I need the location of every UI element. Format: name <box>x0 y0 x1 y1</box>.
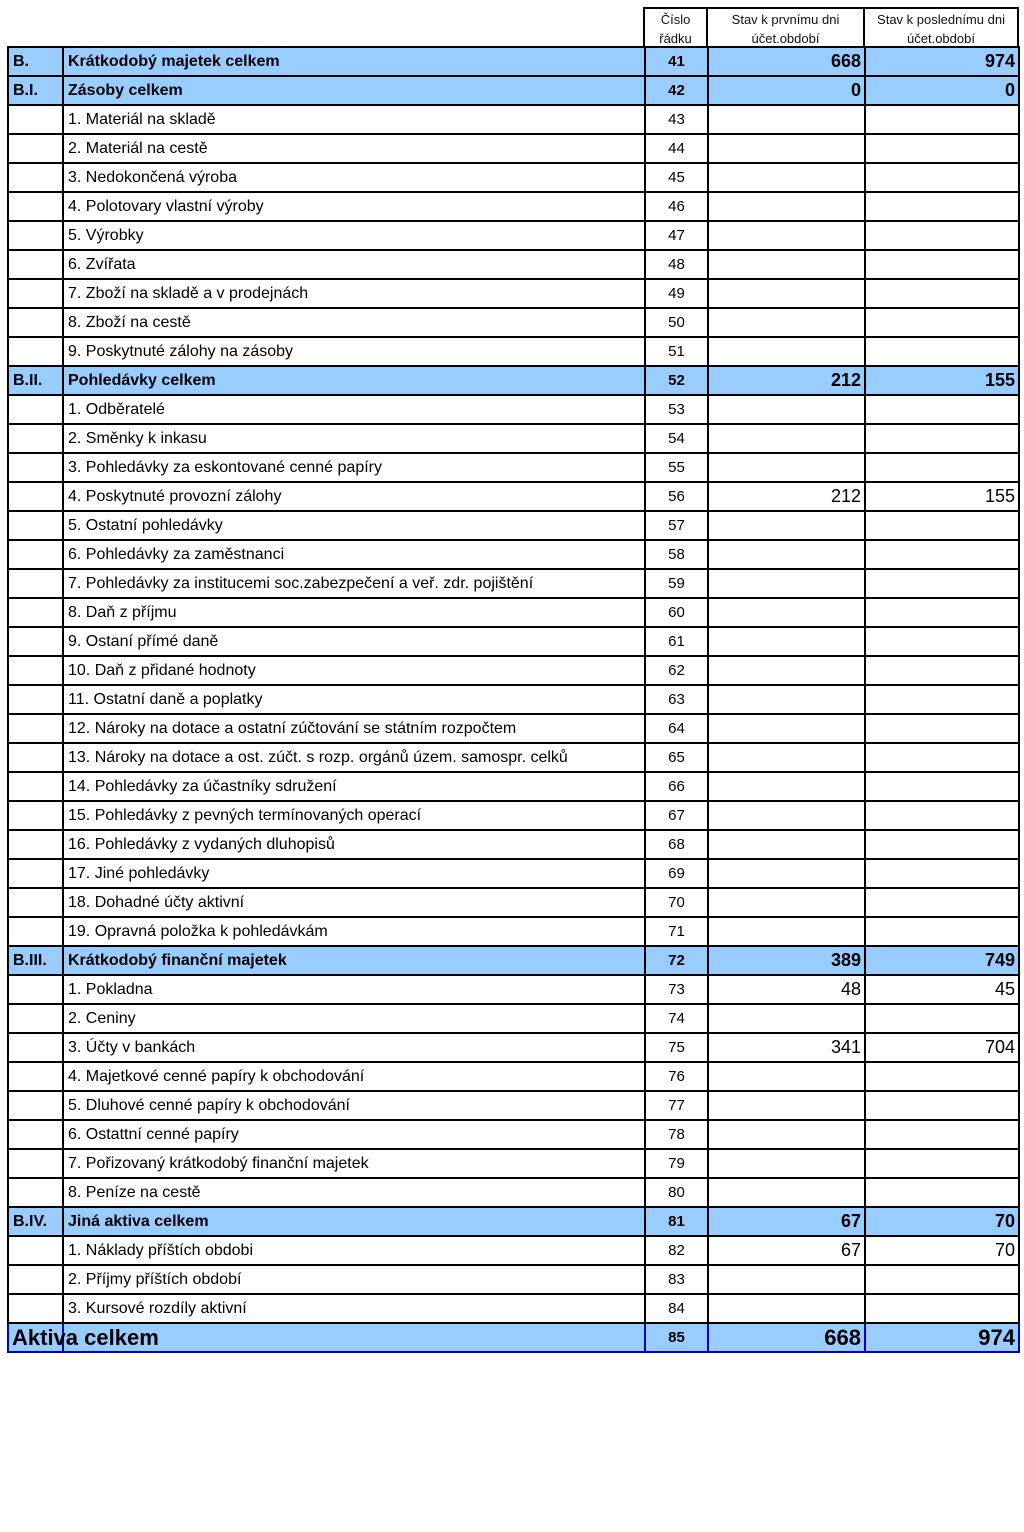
table-row <box>8 395 1019 424</box>
total-first-day: 668 <box>708 1323 865 1352</box>
value-last-day: 0 <box>865 76 1019 105</box>
row-number: 79 <box>645 1149 708 1178</box>
value-last-day <box>865 685 1019 714</box>
value-first-day <box>708 598 865 627</box>
value-first-day <box>708 656 865 685</box>
value-last-day: 70 <box>865 1207 1019 1236</box>
value-last-day <box>865 134 1019 163</box>
value-last-day <box>865 888 1019 917</box>
value-first-day <box>708 1091 865 1120</box>
row-number: 41 <box>645 47 708 76</box>
row-code <box>8 163 63 192</box>
table-row <box>8 192 1019 221</box>
row-number: 74 <box>645 1004 708 1033</box>
row-code <box>8 482 63 511</box>
row-code <box>8 1236 63 1265</box>
section-row <box>8 47 1019 76</box>
row-code <box>8 569 63 598</box>
value-first-day: 48 <box>708 975 865 1004</box>
value-first-day <box>708 511 865 540</box>
table-row <box>8 511 1019 540</box>
value-first-day <box>708 888 865 917</box>
table-row <box>8 1091 1019 1120</box>
total-label: Aktiva celkem <box>12 1325 159 1350</box>
row-code <box>8 221 63 250</box>
value-first-day <box>708 627 865 656</box>
value-first-day <box>708 1149 865 1178</box>
value-first-day <box>708 1004 865 1033</box>
value-last-day <box>865 1062 1019 1091</box>
value-first-day: 341 <box>708 1033 865 1062</box>
section-row <box>8 1207 1019 1236</box>
row-number: 76 <box>645 1062 708 1091</box>
row-code <box>8 1265 63 1294</box>
value-last-day: 704 <box>865 1033 1019 1062</box>
row-label: 15. Pohledávky z pevných termínovaných operací <box>63 801 645 830</box>
row-code <box>8 511 63 540</box>
row-label: 7. Pohledávky za institucemi soc.zabezpečení a veř. zdr. pojištění <box>63 569 645 598</box>
row-code <box>8 656 63 685</box>
value-first-day <box>708 1178 865 1207</box>
row-number: 65 <box>645 743 708 772</box>
value-last-day <box>865 1120 1019 1149</box>
row-label: 9. Ostaní přímé daně <box>63 627 645 656</box>
row-code <box>8 250 63 279</box>
value-last-day <box>865 1265 1019 1294</box>
value-first-day <box>708 772 865 801</box>
value-last-day <box>865 337 1019 366</box>
row-label: 6. Ostattní cenné papíry <box>63 1120 645 1149</box>
row-code: B.II. <box>8 366 63 395</box>
value-last-day <box>865 511 1019 540</box>
row-label: 12. Nároky na dotace a ostatní zúčtování se státním rozpočtem <box>63 714 645 743</box>
value-first-day <box>708 221 865 250</box>
row-label: 7. Pořizovaný krátkodobý finanční majetek <box>63 1149 645 1178</box>
row-label: 16. Pohledávky z vydaných dluhopisů <box>63 830 645 859</box>
row-label: 8. Daň z příjmu <box>63 598 645 627</box>
value-last-day: 45 <box>865 975 1019 1004</box>
row-number: 45 <box>645 163 708 192</box>
row-number: 61 <box>645 627 708 656</box>
total-row-number: 85 <box>645 1323 708 1352</box>
row-number: 48 <box>645 250 708 279</box>
row-label: 3. Pohledávky za eskontované cenné papíry <box>63 453 645 482</box>
row-code <box>8 1033 63 1062</box>
value-last-day: 70 <box>865 1236 1019 1265</box>
row-number: 50 <box>645 308 708 337</box>
row-label: Jiná aktiva celkem <box>63 1207 645 1236</box>
table-row <box>8 801 1019 830</box>
value-last-day <box>865 540 1019 569</box>
table-row <box>8 1149 1019 1178</box>
table-row <box>8 888 1019 917</box>
row-code: B.III. <box>8 946 63 975</box>
table-row <box>8 917 1019 946</box>
table-row <box>8 1120 1019 1149</box>
value-first-day <box>708 192 865 221</box>
row-number: 64 <box>645 714 708 743</box>
table-row <box>8 1294 1019 1323</box>
value-first-day <box>708 540 865 569</box>
row-label: 17. Jiné pohledávky <box>63 859 645 888</box>
value-last-day <box>865 743 1019 772</box>
value-first-day <box>708 395 865 424</box>
value-last-day <box>865 308 1019 337</box>
row-code <box>8 337 63 366</box>
total-last-day: 974 <box>865 1323 1019 1352</box>
value-last-day <box>865 772 1019 801</box>
value-first-day: 212 <box>708 366 865 395</box>
header-first-day: Stav k prvnímu dni účet.období <box>706 7 865 46</box>
row-label: 3. Účty v bankách <box>63 1033 645 1062</box>
row-label: 18. Dohadné účty aktivní <box>63 888 645 917</box>
value-first-day <box>708 917 865 946</box>
row-number: 52 <box>645 366 708 395</box>
table-row <box>8 714 1019 743</box>
value-first-day: 67 <box>708 1207 865 1236</box>
value-first-day <box>708 801 865 830</box>
row-number: 43 <box>645 105 708 134</box>
row-label: 3. Kursové rozdíly aktivní <box>63 1294 645 1323</box>
row-number: 58 <box>645 540 708 569</box>
row-code <box>8 1091 63 1120</box>
row-number: 84 <box>645 1294 708 1323</box>
value-first-day <box>708 714 865 743</box>
value-first-day <box>708 134 865 163</box>
value-last-day: 155 <box>865 482 1019 511</box>
table-row <box>8 859 1019 888</box>
row-number: 53 <box>645 395 708 424</box>
row-number: 68 <box>645 830 708 859</box>
table-row <box>8 1062 1019 1091</box>
row-label: 1. Materiál na skladě <box>63 105 645 134</box>
row-label: Krátkodobý finanční majetek <box>63 946 645 975</box>
row-number: 67 <box>645 801 708 830</box>
value-first-day <box>708 1062 865 1091</box>
value-first-day <box>708 279 865 308</box>
row-number: 49 <box>645 279 708 308</box>
value-first-day <box>708 163 865 192</box>
value-last-day <box>865 801 1019 830</box>
value-first-day <box>708 1120 865 1149</box>
row-number: 59 <box>645 569 708 598</box>
row-code <box>8 279 63 308</box>
row-label: 14. Pohledávky za účastníky sdružení <box>63 772 645 801</box>
value-last-day <box>865 656 1019 685</box>
table-row <box>8 1004 1019 1033</box>
value-last-day <box>865 395 1019 424</box>
row-code <box>8 105 63 134</box>
row-label: 10. Daň z přidané hodnoty <box>63 656 645 685</box>
table-row <box>8 308 1019 337</box>
value-last-day <box>865 192 1019 221</box>
value-last-day <box>865 250 1019 279</box>
value-last-day <box>865 1149 1019 1178</box>
row-number: 54 <box>645 424 708 453</box>
row-code <box>8 134 63 163</box>
value-last-day <box>865 221 1019 250</box>
row-label: 4. Majetkové cenné papíry k obchodování <box>63 1062 645 1091</box>
value-first-day <box>708 1294 865 1323</box>
row-number: 69 <box>645 859 708 888</box>
value-first-day <box>708 743 865 772</box>
table-row <box>8 1033 1019 1062</box>
row-number: 70 <box>645 888 708 917</box>
row-code <box>8 743 63 772</box>
row-label: 2. Ceniny <box>63 1004 645 1033</box>
value-last-day <box>865 598 1019 627</box>
row-label: 4. Polotovary vlastní výroby <box>63 192 645 221</box>
row-code <box>8 1062 63 1091</box>
table-row <box>8 1265 1019 1294</box>
row-label: 5. Výrobky <box>63 221 645 250</box>
row-code <box>8 1294 63 1323</box>
value-last-day <box>865 859 1019 888</box>
table-row <box>8 250 1019 279</box>
row-number: 77 <box>645 1091 708 1120</box>
row-code <box>8 685 63 714</box>
row-label: Krátkodobý majetek celkem <box>63 47 645 76</box>
row-code <box>8 888 63 917</box>
row-code <box>8 801 63 830</box>
row-code <box>8 917 63 946</box>
value-first-day <box>708 830 865 859</box>
section-row <box>8 366 1019 395</box>
value-last-day <box>865 917 1019 946</box>
value-first-day <box>708 859 865 888</box>
row-label: 8. Zboží na cestě <box>63 308 645 337</box>
row-number: 78 <box>645 1120 708 1149</box>
row-label: 8. Peníze na cestě <box>63 1178 645 1207</box>
row-number: 75 <box>645 1033 708 1062</box>
table-row <box>8 482 1019 511</box>
row-label: 6. Pohledávky za zaměstnanci <box>63 540 645 569</box>
row-code <box>8 453 63 482</box>
value-last-day <box>865 279 1019 308</box>
table-row <box>8 163 1019 192</box>
table-row <box>8 1236 1019 1265</box>
row-code <box>8 1149 63 1178</box>
row-number: 44 <box>645 134 708 163</box>
row-code <box>8 395 63 424</box>
row-label: Pohledávky celkem <box>63 366 645 395</box>
row-number: 56 <box>645 482 708 511</box>
row-number: 71 <box>645 917 708 946</box>
header-row-number: Číslo řádku <box>643 7 708 46</box>
value-first-day <box>708 337 865 366</box>
row-label: 5. Dluhové cenné papíry k obchodování <box>63 1091 645 1120</box>
table-row <box>8 627 1019 656</box>
table-row <box>8 598 1019 627</box>
value-first-day <box>708 424 865 453</box>
row-code: B. <box>8 47 63 76</box>
row-number: 57 <box>645 511 708 540</box>
value-last-day <box>865 714 1019 743</box>
value-last-day <box>865 830 1019 859</box>
total-label-cell <box>8 1323 159 1352</box>
row-label: 3. Nedokončená výroba <box>63 163 645 192</box>
table-row <box>8 134 1019 163</box>
row-code <box>8 1178 63 1207</box>
value-first-day <box>708 308 865 337</box>
row-label: 5. Ostatní pohledávky <box>63 511 645 540</box>
row-label: Zásoby celkem <box>63 76 645 105</box>
value-last-day <box>865 627 1019 656</box>
value-last-day <box>865 1004 1019 1033</box>
row-number: 47 <box>645 221 708 250</box>
row-number: 83 <box>645 1265 708 1294</box>
table-row <box>8 830 1019 859</box>
header-last-day: Stav k poslednímu dni účet.období <box>863 7 1019 46</box>
row-code <box>8 859 63 888</box>
row-code <box>8 627 63 656</box>
row-number: 55 <box>645 453 708 482</box>
row-code <box>8 772 63 801</box>
table-row <box>8 221 1019 250</box>
value-first-day <box>708 453 865 482</box>
row-code: B.IV. <box>8 1207 63 1236</box>
value-last-day <box>865 453 1019 482</box>
row-label: 6. Zvířata <box>63 250 645 279</box>
row-number: 63 <box>645 685 708 714</box>
table-row <box>8 424 1019 453</box>
row-code <box>8 714 63 743</box>
value-first-day <box>708 105 865 134</box>
table-row <box>8 743 1019 772</box>
table-row <box>8 569 1019 598</box>
table-row <box>8 279 1019 308</box>
row-number: 82 <box>645 1236 708 1265</box>
row-code <box>8 192 63 221</box>
value-last-day <box>865 163 1019 192</box>
value-last-day: 155 <box>865 366 1019 395</box>
row-code: B.I. <box>8 76 63 105</box>
value-first-day <box>708 250 865 279</box>
row-code <box>8 830 63 859</box>
row-number: 51 <box>645 337 708 366</box>
table-row <box>8 975 1019 1004</box>
value-first-day <box>708 685 865 714</box>
table-row <box>8 772 1019 801</box>
row-code <box>8 540 63 569</box>
table-row <box>8 105 1019 134</box>
row-label: 2. Materiál na cestě <box>63 134 645 163</box>
value-first-day: 389 <box>708 946 865 975</box>
row-number: 60 <box>645 598 708 627</box>
row-label: 13. Nároky na dotace a ost. zúčt. s rozp. orgánů územ. samospr. celků <box>63 743 645 772</box>
value-last-day: 974 <box>865 47 1019 76</box>
table-row <box>8 540 1019 569</box>
table-row <box>8 685 1019 714</box>
value-last-day <box>865 1091 1019 1120</box>
row-label: 9. Poskytnuté zálohy na zásoby <box>63 337 645 366</box>
value-last-day: 749 <box>865 946 1019 975</box>
row-number: 46 <box>645 192 708 221</box>
row-label: 1. Pokladna <box>63 975 645 1004</box>
value-last-day <box>865 424 1019 453</box>
table-row <box>8 453 1019 482</box>
row-label: 1. Náklady příštích obdobi <box>63 1236 645 1265</box>
row-label: 2. Směnky k inkasu <box>63 424 645 453</box>
value-first-day <box>708 1265 865 1294</box>
row-number: 42 <box>645 76 708 105</box>
row-label: 19. Opravná položka k pohledávkám <box>63 917 645 946</box>
row-label: 7. Zboží na skladě a v prodejnách <box>63 279 645 308</box>
table-row <box>8 1178 1019 1207</box>
row-code <box>8 424 63 453</box>
row-code <box>8 598 63 627</box>
total-row <box>8 1323 1019 1352</box>
row-number: 72 <box>645 946 708 975</box>
section-row <box>8 946 1019 975</box>
row-label: 2. Příjmy příštích období <box>63 1265 645 1294</box>
value-first-day <box>708 569 865 598</box>
row-code <box>8 975 63 1004</box>
row-number: 73 <box>645 975 708 1004</box>
table-row <box>8 337 1019 366</box>
value-first-day: 67 <box>708 1236 865 1265</box>
value-first-day: 668 <box>708 47 865 76</box>
row-label: 4. Poskytnuté provozní zálohy <box>63 482 645 511</box>
table-row <box>8 656 1019 685</box>
row-label: 1. Odběratelé <box>63 395 645 424</box>
section-row <box>8 76 1019 105</box>
row-number: 62 <box>645 656 708 685</box>
value-first-day: 212 <box>708 482 865 511</box>
row-number: 66 <box>645 772 708 801</box>
row-label: 11. Ostatní daně a poplatky <box>63 685 645 714</box>
row-code <box>8 1120 63 1149</box>
row-code <box>8 1004 63 1033</box>
assets-table <box>7 46 1020 1353</box>
value-last-day <box>865 1178 1019 1207</box>
value-last-day <box>865 569 1019 598</box>
row-code <box>8 308 63 337</box>
value-first-day: 0 <box>708 76 865 105</box>
value-last-day <box>865 105 1019 134</box>
row-number: 81 <box>645 1207 708 1236</box>
value-last-day <box>865 1294 1019 1323</box>
row-number: 80 <box>645 1178 708 1207</box>
